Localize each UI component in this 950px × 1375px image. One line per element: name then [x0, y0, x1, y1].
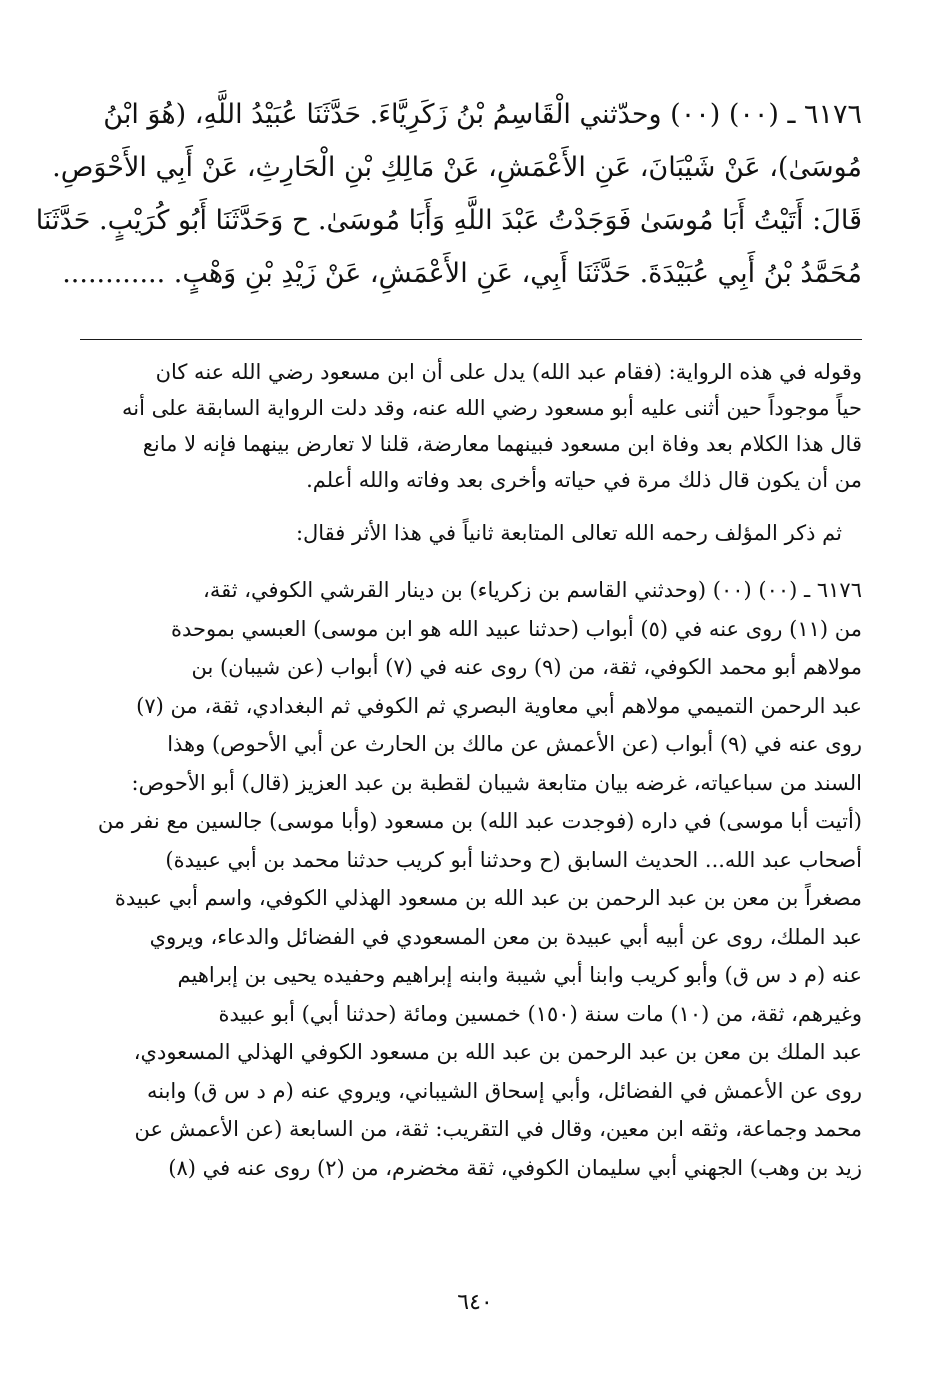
page-number: ٦٤٠ — [457, 1290, 493, 1315]
hadith-text-block — [35, 88, 862, 300]
commentary-line: أصحاب عبد الله... الحديث السابق (ح وحدثنا أبو كريب حدثنا محمد بن أبي عبيدة) — [165, 847, 862, 872]
commentary-line: السند من سباعياته، غرضه بيان متابعة شيبان لقطبة بن عبد العزيز (قال) أبو الأحوص: — [131, 770, 862, 795]
commentary-line: (أتيت أبا موسى) في داره (فوجدت عبد الله) بن مسعود (وأبا موسى) جالسين مع نفر من — [97, 809, 862, 833]
hadith-line: مُوسَىٰ)، عَنْ شَيْبَانَ، عَنِ الأَعْمَشِ، عَنْ مَالِكِ بْنِ الْحَارِثِ، عَنْ أَبِي الأَحْوَصِ. — [52, 152, 862, 183]
commentary-line: روى عن الأعمش في الفضائل، وأبي إسحاق الشيباني، ويروي عنه (م د س ق) وابنه — [146, 1078, 862, 1103]
commentary-line: قال هذا الكلام بعد وفاة ابن مسعود فبينهما معارضة، قلنا لا تعارض بينهما فإنه لا مانع — [142, 432, 862, 456]
hadith-line: مُحَمَّدُ بْنُ أَبِي عُبَيْدَةَ. حَدَّثَنَا أَبِي، عَنِ الأَعْمَشِ، عَنْ زَيْدِ بْنِ وَهْبٍ. ............ — [62, 258, 862, 289]
commentary-line: من (١١) روى عنه في (٥) أبواب (حدثنا عبيد الله هو ابن موسى) العبسي بموحدة — [170, 616, 862, 641]
section-divider — [80, 339, 862, 340]
commentary-line: حياً موجوداً حين أثنى عليه أبو مسعود رضي الله عنه، وقد دلت الرواية السابقة على أنه — [121, 396, 862, 420]
hadith-line: قَالَ: أَتَيْتُ أَبَا مُوسَىٰ فَوَجَدْتُ عَبْدَ اللَّهِ وَأَبَا مُوسَىٰ. ح وَحَدَّثَنَا أَبُو كُرَيْبٍ. حَدَّثَنَا — [35, 205, 862, 236]
commentary-line: مولاهم أبو محمد الكوفي، ثقة، من (٩) روى عنه في (٧) أبواب (عن شيبان) بن — [191, 655, 862, 679]
commentary-line: زيد بن وهب) الجهني أبي سليمان الكوفي، ثقة مخضرم، من (٢) روى عنه في (٨) — [168, 1155, 862, 1180]
hadith-line: ٦١٧٦ ـ (٠٠) (٠٠) وحدّثني الْقَاسِمُ بْنُ زَكَرِيَّاءَ. حَدَّثَنَا عُبَيْدُ اللَّهِ، (هُوَ ابْنُ — [103, 99, 862, 130]
commentary-intro-line: ثم ذكر المؤلف رحمه الله تعالى المتابعة ثانياً في هذا الأثر فقال: — [295, 521, 842, 545]
commentary-line: عنه (م د س ق) وأبو كريب وابنا أبي شيبة وابنه إبراهيم وحفيده يحيى بن إبراهيم — [177, 963, 862, 987]
commentary-line: مصغراً بن معن بن عبد الرحمن بن عبد الله بن مسعود الهذلي الكوفي، واسم أبي عبيدة — [114, 886, 862, 910]
commentary-line: ٦١٧٦ ـ (٠٠) (٠٠) (وحدثني القاسم بن زكرياء) بن دينار القرشي الكوفي، ثقة، — [203, 578, 862, 602]
commentary-line: من أن يكون قال ذلك مرة في حياته وأخرى بعد وفاته والله أعلم. — [306, 468, 862, 492]
commentary-line: وقوله في هذه الرواية: (فقام عبد الله) يدل على أن ابن مسعود رضي الله عنه كان — [155, 360, 862, 384]
commentary-line: روى عنه في (٩) أبواب (عن الأعمش عن مالك بن الحارث عن أبي الأحوص) وهذا — [167, 732, 862, 756]
commentary-block — [80, 354, 862, 1187]
commentary-line: عبد الملك، روى عن أبيه أبي عبيدة بن معن المسعودي في الفضائل والدعاء، ويروي — [149, 924, 862, 949]
commentary-line: عبد الرحمن التميمي مولاهم أبي معاوية البصري ثم الكوفي ثم البغدادي، ثقة، من (٧) — [136, 693, 862, 718]
commentary-line: عبد الملك بن معن بن عبد الرحمن بن عبد الله بن مسعود الكوفي الهذلي المسعودي، — [133, 1040, 862, 1064]
commentary-line: وغيرهم، ثقة، من (١٠) مات سنة (١٥٠) خمسين ومائة (حدثنا أبي) أبو عبيدة — [218, 1001, 862, 1026]
commentary-line: محمد وجماعة، وثقه ابن معين، وقال في التقريب: ثقة، من السابعة (عن الأعمش عن — [134, 1117, 862, 1141]
